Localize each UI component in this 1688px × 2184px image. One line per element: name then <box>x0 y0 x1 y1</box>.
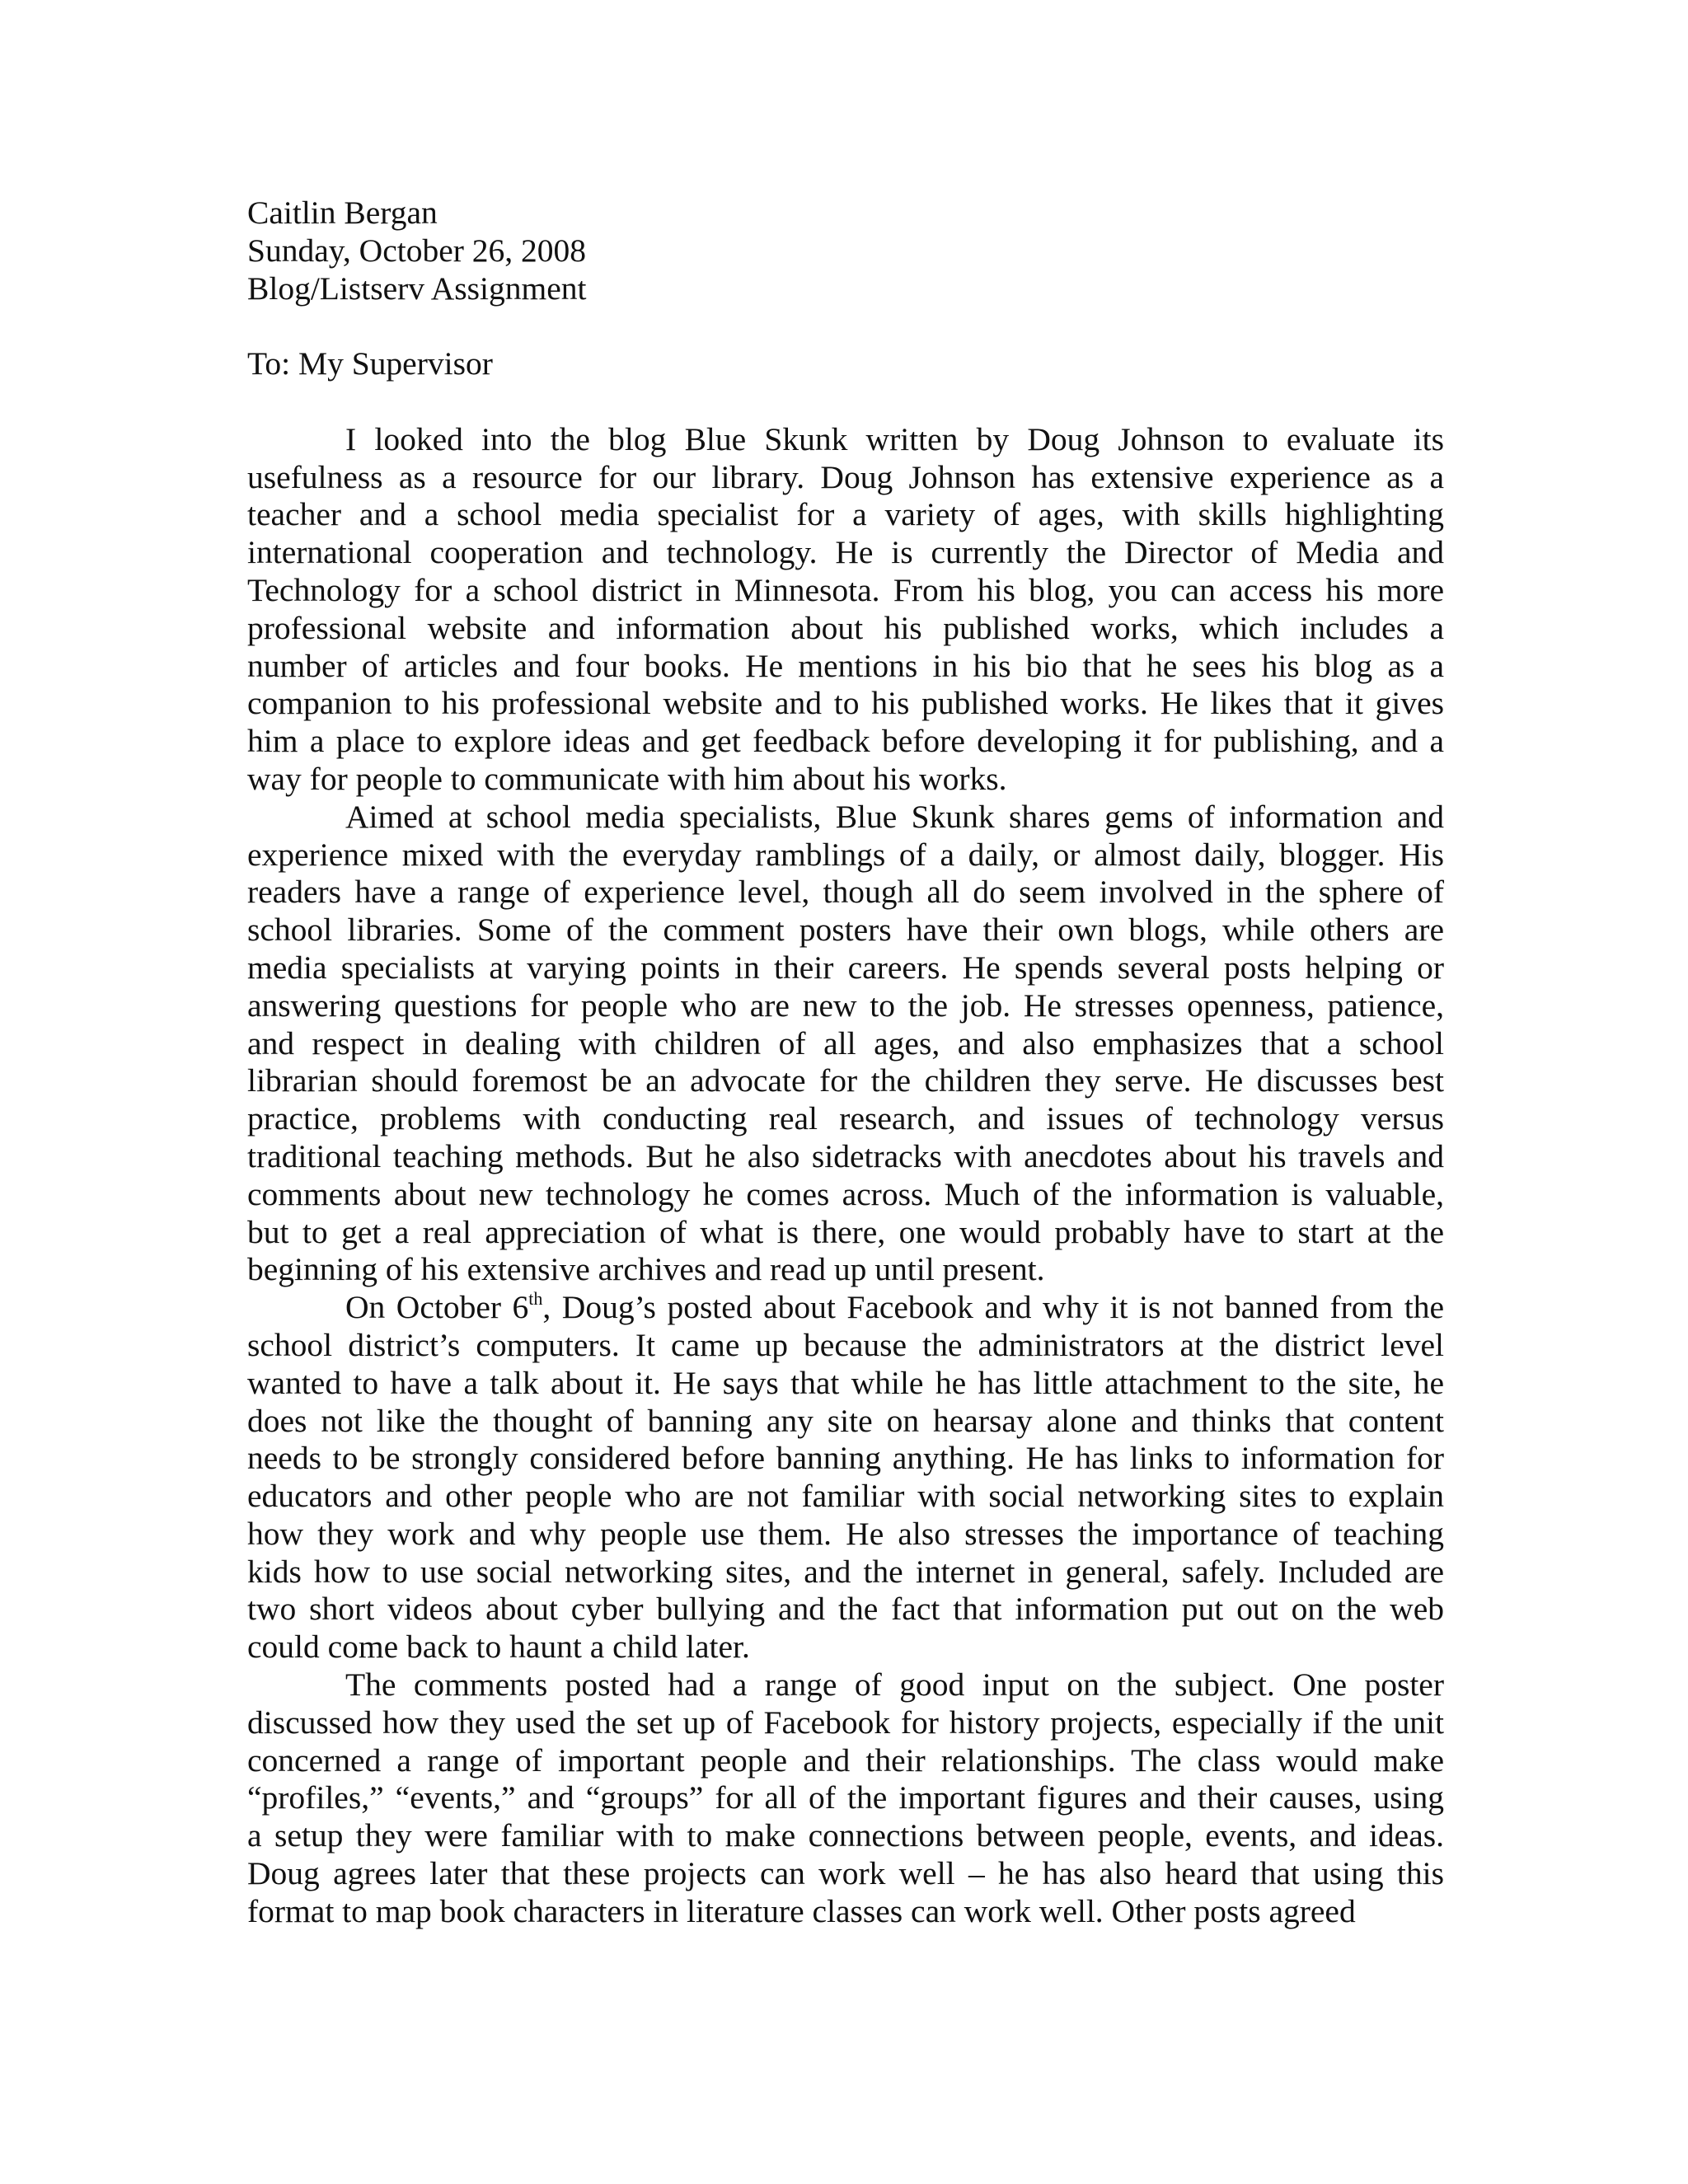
paragraph-line: how they work and why people use them. He also stresses the importance of teaching <box>247 1515 1444 1552</box>
paragraph-2 <box>247 799 1444 1289</box>
document-date: Sunday, October 26, 2008 <box>247 232 587 269</box>
paragraph-line: Technology for a school district in Minnesota. From his blog, you can access his more <box>247 571 1444 608</box>
paragraph-line: beginning of his extensive archives and read up until present. <box>247 1251 1045 1288</box>
paragraph-line: comments about new technology he comes across. Much of the information is valuable, <box>247 1175 1444 1212</box>
paragraph-line: school libraries. Some of the comment posters have their own blogs, while others are <box>247 912 1444 949</box>
paragraph-line: answering questions for people who are new to the job. He stresses openness, patience, <box>247 987 1444 1024</box>
paragraph-line: him a place to explore ideas and get feedback before developing it for publishing, and a <box>247 723 1444 760</box>
paragraph-line: two short videos about cyber bullying and the fact that information put out on the web <box>247 1591 1444 1628</box>
paragraph-line: number of articles and four books. He mentions in his bio that he sees his blog as a <box>247 647 1444 684</box>
paragraph-line: could come back to haunt a child later. <box>247 1629 750 1666</box>
first-line-start: On October 6 <box>345 1289 529 1326</box>
paragraph-1 <box>247 421 1444 799</box>
paragraph-line: but to get a real appreciation of what is there, one would probably have to start at the <box>247 1213 1444 1250</box>
assignment-title: Blog/Listserv Assignment <box>247 269 587 307</box>
paragraph-line: format to map book characters in literature classes can work well. Other posts agreed <box>247 1892 1356 1929</box>
paragraph-line: a setup they were familiar with to make connections between people, events, and ideas. <box>247 1817 1444 1854</box>
paragraph-line: Aimed at school media specialists, Blue Skunk shares gems of information and <box>345 798 1444 835</box>
paragraph-3 <box>247 1289 1444 1666</box>
author-name: Caitlin Bergan <box>247 194 438 231</box>
paragraph-line: readers have a range of experience level, though all do seem involved in the sphere of <box>247 874 1444 911</box>
paragraph-line: discussed how they used the set up of Facebook for history projects, especially if the unit <box>247 1704 1444 1741</box>
paragraph-line: Doug agrees later that these projects can work well – he has also heard that using this <box>247 1855 1444 1892</box>
paragraph-line: experience mixed with the everyday ramblings of a daily, or almost daily, blogger. His <box>247 836 1444 873</box>
paragraph-line: media specialists at varying points in their careers. He spends several posts helping or <box>247 949 1444 986</box>
paragraph-line: I looked into the blog Blue Skunk written by Doug Johnson to evaluate its <box>345 420 1444 457</box>
paragraph-line: The comments posted had a range of good input on the subject. One poster <box>345 1666 1444 1704</box>
paragraph-line: way for people to communicate with him about his works. <box>247 760 1007 797</box>
paragraph-line: practice, problems with conducting real research, and issues of technology versus <box>247 1100 1444 1137</box>
paragraph-line: traditional teaching methods. But he also sidetracks with anecdotes about his travels and <box>247 1137 1444 1174</box>
paragraph-line: international cooperation and technology. He is currently the Director of Media and <box>247 534 1444 571</box>
paragraph-line: school district’s computers. It came up because the administrators at the district level <box>247 1326 1444 1363</box>
paragraph-line: and respect in dealing with children of all ages, and also emphasizes that a school <box>247 1024 1444 1062</box>
paragraph-first-line <box>345 1289 1444 1325</box>
paragraph-line: needs to be strongly considered before banning anything. He has links to information for <box>247 1440 1444 1477</box>
paragraph-line: professional website and information about his published works, which includes a <box>247 609 1444 646</box>
paragraph-line: concerned a range of important people and their relationships. The class would make <box>247 1741 1444 1779</box>
paragraph-line: wanted to have a talk about it. He says that while he has little attachment to the site, he <box>247 1364 1444 1401</box>
paragraph-line: kids how to use social networking sites, and the internet in general, safely. Included are <box>247 1553 1444 1590</box>
paragraph-line: educators and other people who are not familiar with social networking sites to explain <box>247 1478 1444 1515</box>
paragraph-line: librarian should foremost be an advocate for the children they serve. He discusses best <box>247 1062 1444 1099</box>
ordinal-superscript: th <box>528 1287 543 1309</box>
paragraph-line: teacher and a school media specialist for a variety of ages, with skills highlighting <box>247 496 1444 533</box>
document-body <box>247 194 1444 1931</box>
paragraph-line: “profiles,” “events,” and “groups” for all of the important figures and their causes, using <box>247 1779 1444 1816</box>
paragraph-line: companion to his professional website and to his published works. He likes that it gives <box>247 685 1444 722</box>
salutation: To: My Supervisor <box>247 345 493 382</box>
paragraph-line: usefulness as a resource for our library. Doug Johnson has extensive experience as a <box>247 458 1444 495</box>
paragraph-4 <box>247 1666 1444 1931</box>
first-line-end: , Doug’s posted about Facebook and why it is not banned from the <box>542 1289 1444 1326</box>
paragraph-line: does not like the thought of banning any site on hearsay alone and thinks that content <box>247 1402 1444 1439</box>
